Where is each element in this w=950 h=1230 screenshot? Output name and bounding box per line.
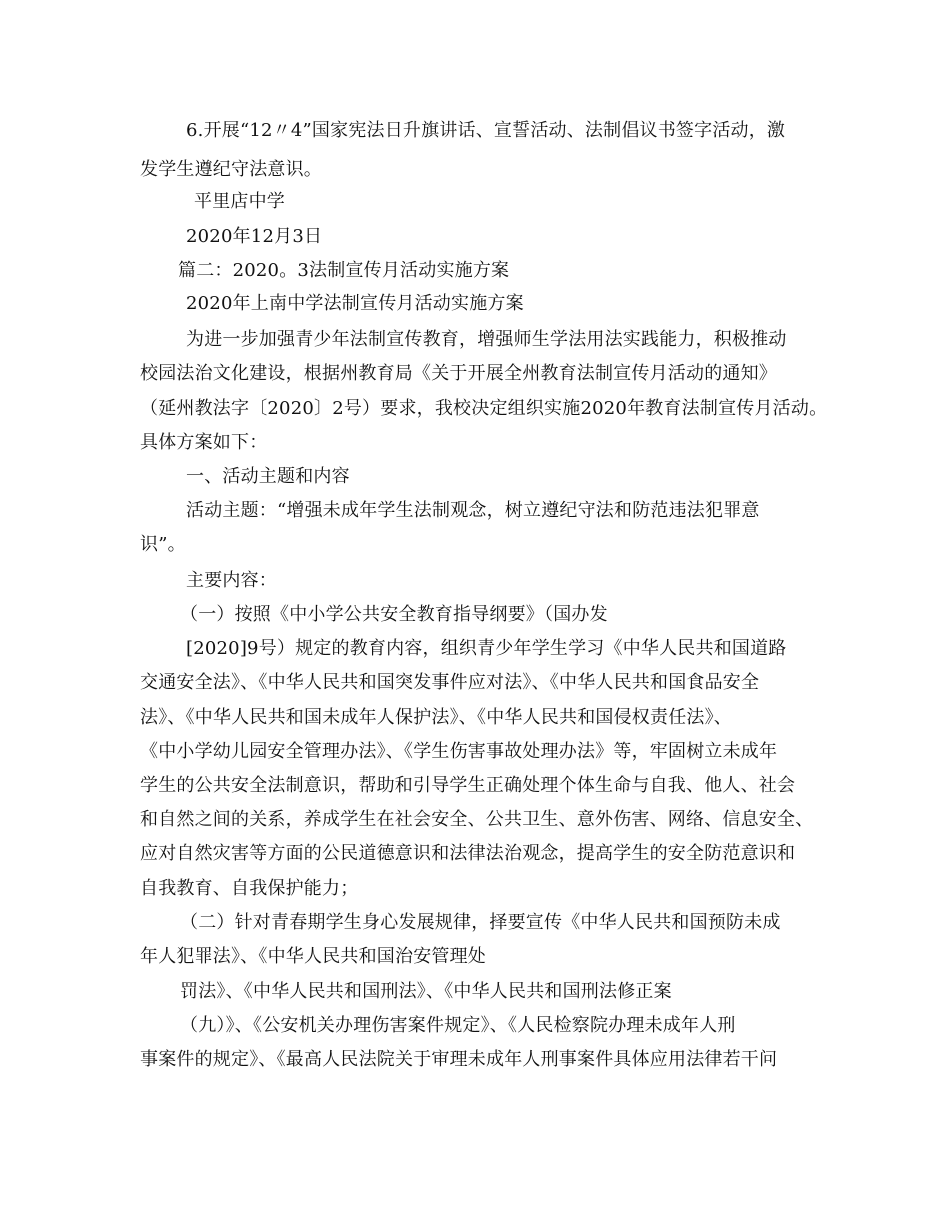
text-line: 自我教育、自我保护能力； [140, 878, 359, 899]
text-line: 《中小学幼儿园安全管理办法》、《学生伤害事故处理办法》等，牢固树立未成年 [140, 741, 778, 762]
text-line: 活动主题：“增强未成年学生法制观念，树立遵纪守法和防范违法犯罪意 [186, 500, 760, 521]
text-line: 2020年12月3日 [186, 226, 323, 247]
text-line: 学生的公共安全法制意识，帮助和引导学生正确处理个体生命与自我、他人、社会 [140, 775, 796, 796]
text-line: 罚法》、《中华人民共和国刑法》、《中华人民共和国刑法修正案 [180, 981, 672, 1002]
text-line: 法》、《中华人民共和国未成年人保护法》、《中华人民共和国侵权责任法》、 [140, 707, 732, 728]
text-line: 6.开展“12〃4”国家宪法日升旗讲话、宣誓活动、法制倡议书签字活动，激 [186, 120, 786, 141]
text-line: 主要内容： [186, 570, 277, 591]
text-line: （二）针对青春期学生身心发展规律，择要宣传《中华人民共和国预防未成 [180, 912, 781, 933]
text-line: （九）》、《公安机关办理伤害案件规定》、《人民检察院办理未成年人刑 [180, 1015, 736, 1036]
document-title: 2020年上南中学法制宣传月活动实施方案 [186, 293, 524, 314]
text-line: 应对自然灾害等方面的公民道德意识和法律法治观念，提高学生的安全防范意识和 [140, 843, 796, 864]
text-line: （一）按照《中小学公共安全教育指导纲要》（国办发 [180, 604, 608, 625]
text-line: 事案件的规定》、《最高人民法院关于审理未成年人刑事案件具体应用法律若干问 [140, 1049, 778, 1070]
text-line: 发学生遵纪守法意识。 [140, 159, 322, 180]
section-heading: 一、活动主题和内容 [186, 466, 350, 487]
text-line: 校园法治文化建设，根据州教育局《关于开展全州教育法制宣传月活动的通知》 [140, 363, 777, 384]
text-line: 交通安全法》、《中华人民共和国突发事件应对法》、《中华人民共和国食品安全 [140, 672, 760, 693]
text-line: （延州教法字〔2020〕2号）要求，我校决定组织实施2020年教育法制宣传月活动。 [140, 398, 828, 419]
text-line: 具体方案如下： [140, 432, 268, 453]
text-line: [2020]9号）规定的教育内容，组织青少年学生学习《中华人民共和国道路 [186, 638, 787, 659]
text-line: 平里店中学 [194, 191, 285, 212]
section-heading: 篇二：2020。3法制宣传月活动实施方案 [178, 260, 510, 281]
text-line: 识”。 [140, 534, 186, 555]
text-line: 年人犯罪法》、《中华人民共和国治安管理处 [140, 946, 486, 967]
text-line: 和自然之间的关系，养成学生在社会安全、公共卫生、意外伤害、网络、信息安全、 [140, 809, 814, 830]
text-line: 为进一步加强青少年法制宣传教育，增强师生学法用法实践能力，积极推动 [186, 329, 787, 350]
